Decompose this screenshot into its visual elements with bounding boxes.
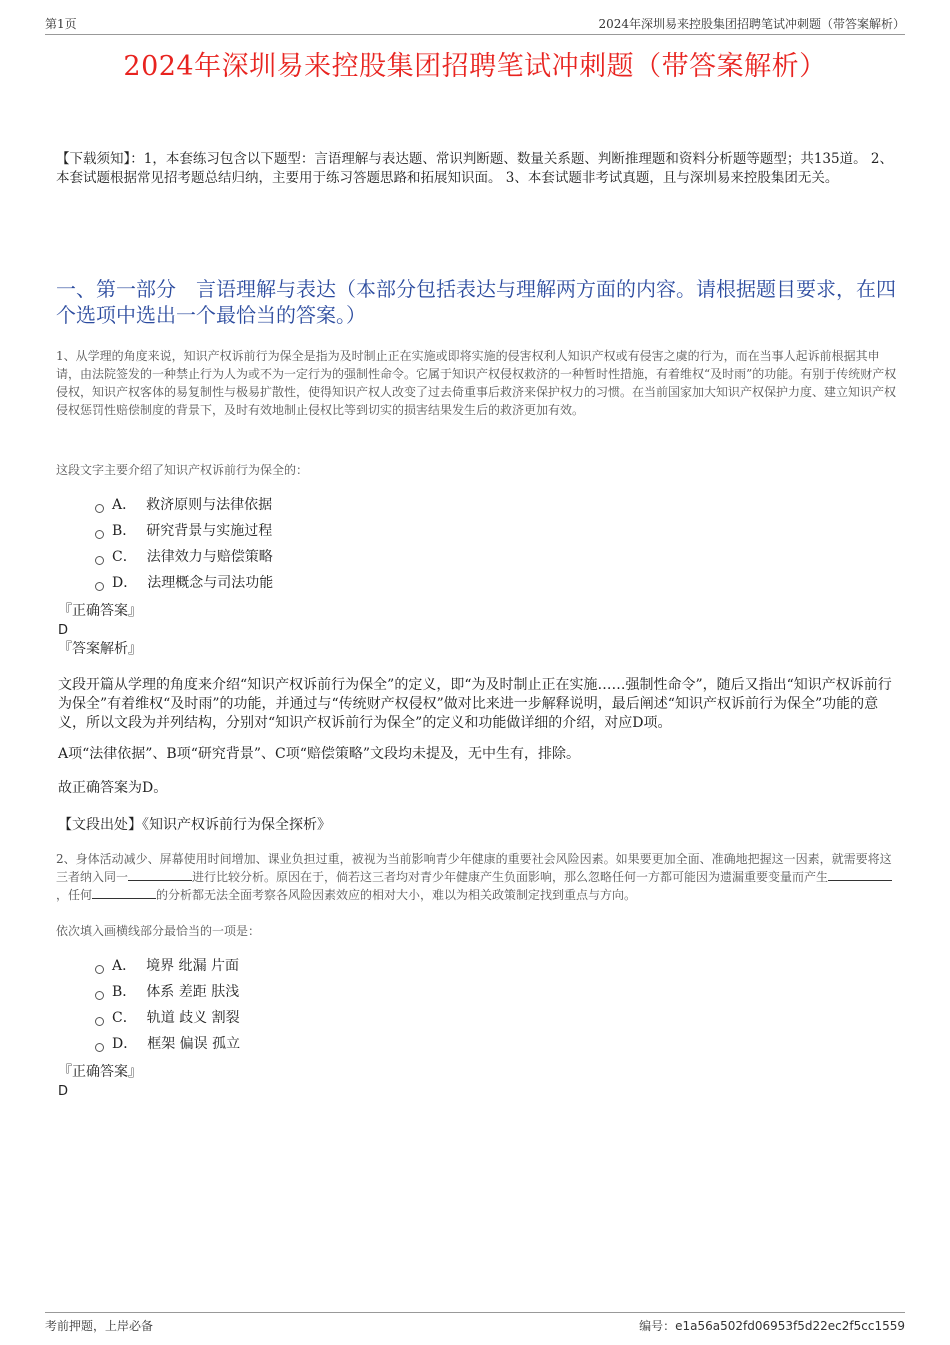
question-1-options (95, 492, 273, 596)
question-2-prompt: 依次填入画横线部分最恰当的一项是： (56, 924, 261, 938)
correct-answer-label: 『正确答案』 (58, 603, 142, 619)
header-doc-title: 2024年深圳易来控股集团招聘笔试冲刺题（带答案解析） (598, 17, 905, 31)
radio-icon[interactable] (95, 1017, 104, 1026)
document-id: 编号：e1a56a502fd06953f5d22ec2f5cc1559 (639, 1319, 905, 1333)
option-c[interactable]: C． 轨道 歧义 割裂 (95, 1005, 240, 1031)
analysis-paragraph-3: 故正确答案为D。 (58, 780, 168, 796)
page-footer (45, 1312, 905, 1335)
analysis-paragraph-2: A项“法律依据”、B项“研究背景”、C项“赔偿策略”文段均未提及，无中生有，排除。 (58, 746, 581, 762)
option-d[interactable]: D． 框架 偏误 孤立 (95, 1031, 240, 1057)
option-b[interactable]: B． 研究背景与实施过程 (95, 518, 273, 544)
download-notice: 【下载须知】：1，本套练习包含以下题型：言语理解与表达题、常识判断题、数量关系题、判断推理题和资料分析题等题型；共135道。 2、本套试题根据常见招考题总结归纳，主要用于练习答题思路和拓展知识面。 3、本套试题非考试真题，且与深圳易来控股集团无关。 (56, 151, 893, 186)
option-c[interactable]: C． 法律效力与赔偿策略 (95, 544, 273, 570)
blank-3 (92, 886, 156, 899)
option-b[interactable]: B． 体系 差距 肤浅 (95, 979, 240, 1005)
correct-answer: D (58, 623, 69, 638)
radio-icon[interactable] (95, 556, 104, 565)
correct-answer: D (58, 1084, 69, 1099)
radio-icon[interactable] (95, 530, 104, 539)
question-2-text: 2、身体活动减少、屏幕使用时间增加、课业负担过重，被视为当前影响青少年健康的重要社会风险因素。如果要更加全面、准确地把握这一因素，就需要将这三者纳入同一 进行比较分析。原因在于，倘若这三者均对青少年健康产生负面影响，那么忽略任何一方都可能因为遗漏重要变量而产生，任何 的分析都无法全面考察各风险因素效应的相对大小，难以为相关政策制定找到重点与方向。 (56, 852, 892, 902)
page-title: 2024年深圳易来控股集团招聘笔试冲刺题（带答案解析） (123, 51, 827, 82)
radio-icon[interactable] (95, 991, 104, 1000)
radio-icon[interactable] (95, 1043, 104, 1052)
analysis-label: 『答案解析』 (58, 641, 142, 657)
analysis-paragraph-1: 文段开篇从学理的角度来介绍“知识产权诉前行为保全”的定义，即“为及时制止正在实施……强制性命令”，随后又指出“知识产权诉前行为保全”有着维权“及时雨”的功能，并通过与“传统财产权侵权”做对比来进一步解释说明，最后阐述“知识产权诉前行为保全”功能的意义，所以文段为并列结构，分别对“知识产权诉前行为保全”的定义和功能做详细的介绍，对应D项。 (58, 677, 892, 731)
page-number: 第1页 (45, 17, 77, 31)
option-d[interactable]: D． 法理概念与司法功能 (95, 570, 273, 596)
page-header (45, 12, 905, 35)
section-heading: 一、第一部分 言语理解与表达（本部分包括表达与理解两方面的内容。请根据题目要求，在四个选项中选出一个最恰当的答案。） (56, 277, 896, 327)
footer-slogan: 考前押题，上岸必备 (45, 1319, 154, 1333)
radio-icon[interactable] (95, 582, 104, 591)
option-a[interactable]: A． 境界 纰漏 片面 (95, 953, 240, 979)
option-a[interactable]: A． 救济原则与法律依据 (95, 492, 273, 518)
blank-1 (128, 868, 192, 881)
question-2-answer (58, 1063, 142, 1101)
correct-answer-label: 『正确答案』 (58, 1064, 142, 1080)
question-2-options (95, 953, 240, 1057)
question-1-answer (58, 602, 142, 659)
radio-icon[interactable] (95, 504, 104, 513)
radio-icon[interactable] (95, 965, 104, 974)
blank-2 (828, 868, 892, 881)
text-source: 【文段出处】《知识产权诉前行为保全探析》 (58, 817, 331, 833)
question-1-text: 1、从学理的角度来说，知识产权诉前行为保全是指为及时制止正在实施或即将实施的侵害权利人知识产权或有侵害之虞的行为，而在当事人起诉前根据其申请，由法院签发的一种禁止行为人为或不为一定行为的强制性命令。它属于知识产权侵权救济的一种暂时性措施，有着维权“及时雨”的功能。有别于传统财产权侵权，知识产权客体的易复制性与极易扩散性，使得知识产权人改变了过去倚重事后救济来保护权力的习惯。在当前国家加大知识产权保护力度、建立知识产权侵权惩罚性赔偿制度的背景下，及时有效地制止侵权比等到切实的损害结果发生后的救济更加有效。 (56, 349, 897, 417)
question-1-prompt: 这段文字主要介绍了知识产权诉前行为保全的： (56, 463, 309, 477)
